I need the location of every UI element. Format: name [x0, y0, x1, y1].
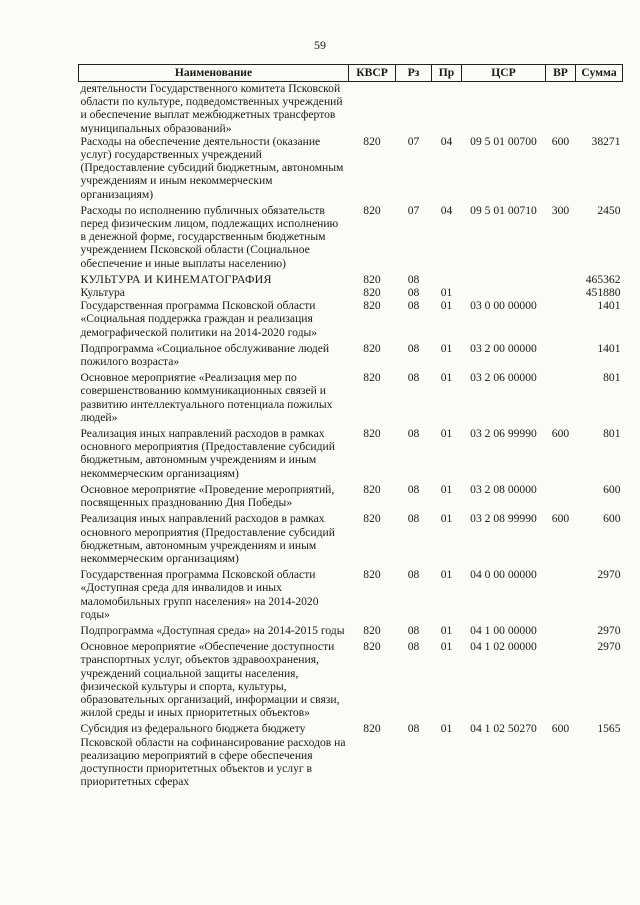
row-vr — [546, 568, 576, 624]
row-sum: 451880 — [585, 286, 621, 300]
row-pr: 01 — [440, 371, 453, 385]
row-rz: 08 — [407, 272, 420, 286]
row-vr — [546, 82, 576, 135]
row-vr: 600 — [551, 512, 570, 526]
header-vr: ВР — [546, 65, 576, 82]
row-vr: 600 — [551, 722, 570, 736]
table-row — [79, 82, 623, 135]
row-rz: 08 — [407, 623, 420, 637]
row-kvsr: 820 — [363, 341, 381, 355]
row-name: Государственная программа Псковской области «Доступная среда для инвалидов и иных маломобильных групп населения» на 2014-2020 годы» — [80, 568, 319, 621]
row-pr: 04 — [440, 134, 453, 148]
page-number: 59 — [314, 38, 326, 52]
row-vr — [546, 640, 576, 722]
row-rz: 08 — [407, 427, 420, 441]
row-csr: 03 2 06 00000 — [470, 371, 537, 385]
row-csr: 09 5 01 00710 — [470, 203, 537, 217]
row-sum: 2970 — [597, 640, 621, 654]
row-name: Культура — [80, 286, 125, 300]
row-vr — [546, 299, 576, 342]
row-csr — [462, 273, 546, 286]
row-sum: 600 — [603, 512, 621, 526]
table-row — [79, 640, 623, 722]
row-sum: 1401 — [597, 299, 621, 313]
table-row — [79, 427, 623, 483]
row-rz: 08 — [407, 341, 420, 355]
table-row — [79, 371, 623, 427]
row-name: Субсидия из федерального бюджета бюджету Псковской области на софинансирование расходов на реализацию мероприятий в сфере обеспечения доступности приоритетных объектов и услуг в приоритетных сферах — [80, 722, 346, 789]
row-rz: 08 — [407, 286, 420, 300]
row-pr: 01 — [440, 482, 453, 496]
row-vr — [546, 624, 576, 640]
row-kvsr: 820 — [363, 623, 381, 637]
row-rz: 08 — [407, 371, 420, 385]
row-kvsr: 820 — [363, 299, 381, 313]
row-pr: 01 — [440, 568, 453, 582]
row-kvsr: 820 — [363, 203, 381, 217]
row-name: Подпрограмма «Социальное обслуживание людей пожилого возраста» — [80, 341, 330, 369]
row-kvsr: 820 — [363, 371, 381, 385]
row-name: Расходы по исполнению публичных обязательств перед физическим лицом, подлежащих исполнению в денежной форме, государственным бюджетным учреждением Псковской области (Социальное обеспечение и иные выплаты населению) — [80, 203, 339, 270]
row-vr — [546, 371, 576, 427]
row-csr: 03 2 06 99990 — [470, 427, 537, 441]
table-header-row — [79, 65, 623, 82]
row-vr — [546, 342, 576, 371]
row-kvsr: 820 — [363, 272, 381, 286]
row-rz: 08 — [407, 482, 420, 496]
row-vr: 600 — [551, 427, 570, 441]
row-name: Расходы на обеспечение деятельности (оказание услуг) государственных учреждений (Предоставление субсидий бюджетным, автономным учреждениям и иным некоммерческим организациям) — [80, 134, 344, 201]
header-sum: Сумма — [576, 65, 623, 82]
row-pr — [432, 82, 462, 135]
row-sum: 2970 — [597, 623, 621, 637]
row-sum: 1401 — [597, 341, 621, 355]
row-name: Подпрограмма «Доступная среда» на 2014-2015 годы — [80, 623, 345, 637]
table-row — [79, 135, 623, 204]
row-csr: 04 0 00 00000 — [470, 568, 537, 582]
table-row — [79, 624, 623, 640]
header-rz: Рз — [396, 65, 432, 82]
table-row — [79, 722, 623, 788]
row-csr: 04 1 00 00000 — [470, 623, 537, 637]
row-csr: 04 1 02 50270 — [470, 722, 537, 736]
row-pr: 01 — [440, 341, 453, 355]
row-rz — [396, 82, 432, 135]
row-kvsr: 820 — [363, 640, 381, 654]
table-row — [79, 299, 623, 342]
row-name: Реализация иных направлений расходов в рамках основного мероприятия (Предоставление субсидий бюджетным, автономным учреждениям и иным некоммерческим организациям) — [80, 427, 335, 480]
row-pr: 01 — [440, 427, 453, 441]
row-sum: 801 — [603, 371, 621, 385]
row-sum: 801 — [603, 427, 621, 441]
row-name: Основное мероприятие «Реализация мер по совершенствованию коммуникационных связей и развитию интеллектуального потенциала пожилых людей» — [80, 371, 333, 424]
row-kvsr: 820 — [363, 722, 381, 736]
row-pr: 01 — [440, 286, 453, 300]
row-kvsr: 820 — [363, 482, 381, 496]
table-row — [79, 483, 623, 512]
row-rz: 07 — [407, 203, 420, 217]
row-sum: 2450 — [597, 203, 621, 217]
row-pr: 01 — [440, 512, 453, 526]
row-csr: 04 1 02 00000 — [470, 640, 537, 654]
row-sum: 38271 — [591, 134, 621, 148]
table-row — [79, 512, 623, 568]
row-rz: 08 — [407, 722, 420, 736]
row-pr: 01 — [440, 640, 453, 654]
row-sum — [576, 82, 623, 135]
row-pr: 01 — [440, 299, 453, 313]
row-vr — [546, 273, 576, 286]
row-sum: 2970 — [597, 568, 621, 582]
row-name: деятельности Государственного комитета Псковской области по культуре, подведомственных учреждений и обеспечение выплат межбюджетных трансфертов муниципальных образований» — [80, 82, 343, 135]
header-name: Наименование — [79, 65, 349, 82]
row-csr: 09 5 01 00700 — [470, 134, 537, 148]
row-vr: 300 — [551, 203, 570, 217]
row-vr — [546, 483, 576, 512]
row-kvsr: 820 — [363, 286, 381, 300]
row-kvsr — [349, 82, 396, 135]
row-csr: 03 0 00 00000 — [470, 299, 537, 313]
row-sum: 1565 — [597, 722, 621, 736]
row-csr — [462, 82, 546, 135]
row-csr — [462, 286, 546, 299]
row-name: Основное мероприятие «Проведение мероприятий, посвященных празднованию Дня Победы» — [80, 482, 335, 510]
row-rz: 07 — [407, 134, 420, 148]
row-pr — [432, 273, 462, 286]
row-name: КУЛЬТУРА И КИНЕМАТОГРАФИЯ — [80, 271, 272, 286]
header-csr: ЦСР — [462, 65, 546, 82]
budget-table — [78, 64, 623, 788]
row-csr: 03 2 08 00000 — [470, 482, 537, 496]
row-vr — [546, 286, 576, 299]
table-row — [79, 568, 623, 624]
row-rz: 08 — [407, 640, 420, 654]
row-sum: 465362 — [585, 272, 621, 286]
row-rz: 08 — [407, 299, 420, 313]
row-sum: 600 — [603, 482, 621, 496]
row-pr: 01 — [440, 623, 453, 637]
row-vr: 600 — [551, 134, 570, 148]
table-row — [79, 204, 623, 273]
row-csr: 03 2 00 00000 — [470, 341, 537, 355]
header-kvsr: КВСР — [349, 65, 396, 82]
row-kvsr: 820 — [363, 427, 381, 441]
row-pr: 01 — [440, 722, 453, 736]
row-kvsr: 820 — [363, 512, 381, 526]
row-rz: 08 — [407, 512, 420, 526]
row-kvsr: 820 — [363, 568, 381, 582]
row-csr: 03 2 08 99990 — [470, 512, 537, 526]
row-name: Государственная программа Псковской области «Социальная поддержка граждан и реализация демографической политики на 2014-2020 годы» — [80, 299, 318, 339]
header-pr: Пр — [432, 65, 462, 82]
table-row — [79, 286, 623, 299]
row-name: Реализация иных направлений расходов в рамках основного мероприятия (Предоставление субсидий бюджетным, автономным учреждениям и иным некоммерческим организациям) — [80, 512, 335, 565]
row-rz: 08 — [407, 568, 420, 582]
row-pr: 04 — [440, 203, 453, 217]
table-row — [79, 273, 623, 286]
row-name: Основное мероприятие «Обеспечение доступности транспортных услуг, объектов здравоохранения, учреждений социальной защиты населения, физической культуры и спорта, культуры, образовательных организаций, информации и связи, жилой среды и иных приоритетных объектов» — [80, 640, 340, 720]
table-row — [79, 342, 623, 371]
row-kvsr: 820 — [363, 134, 381, 148]
